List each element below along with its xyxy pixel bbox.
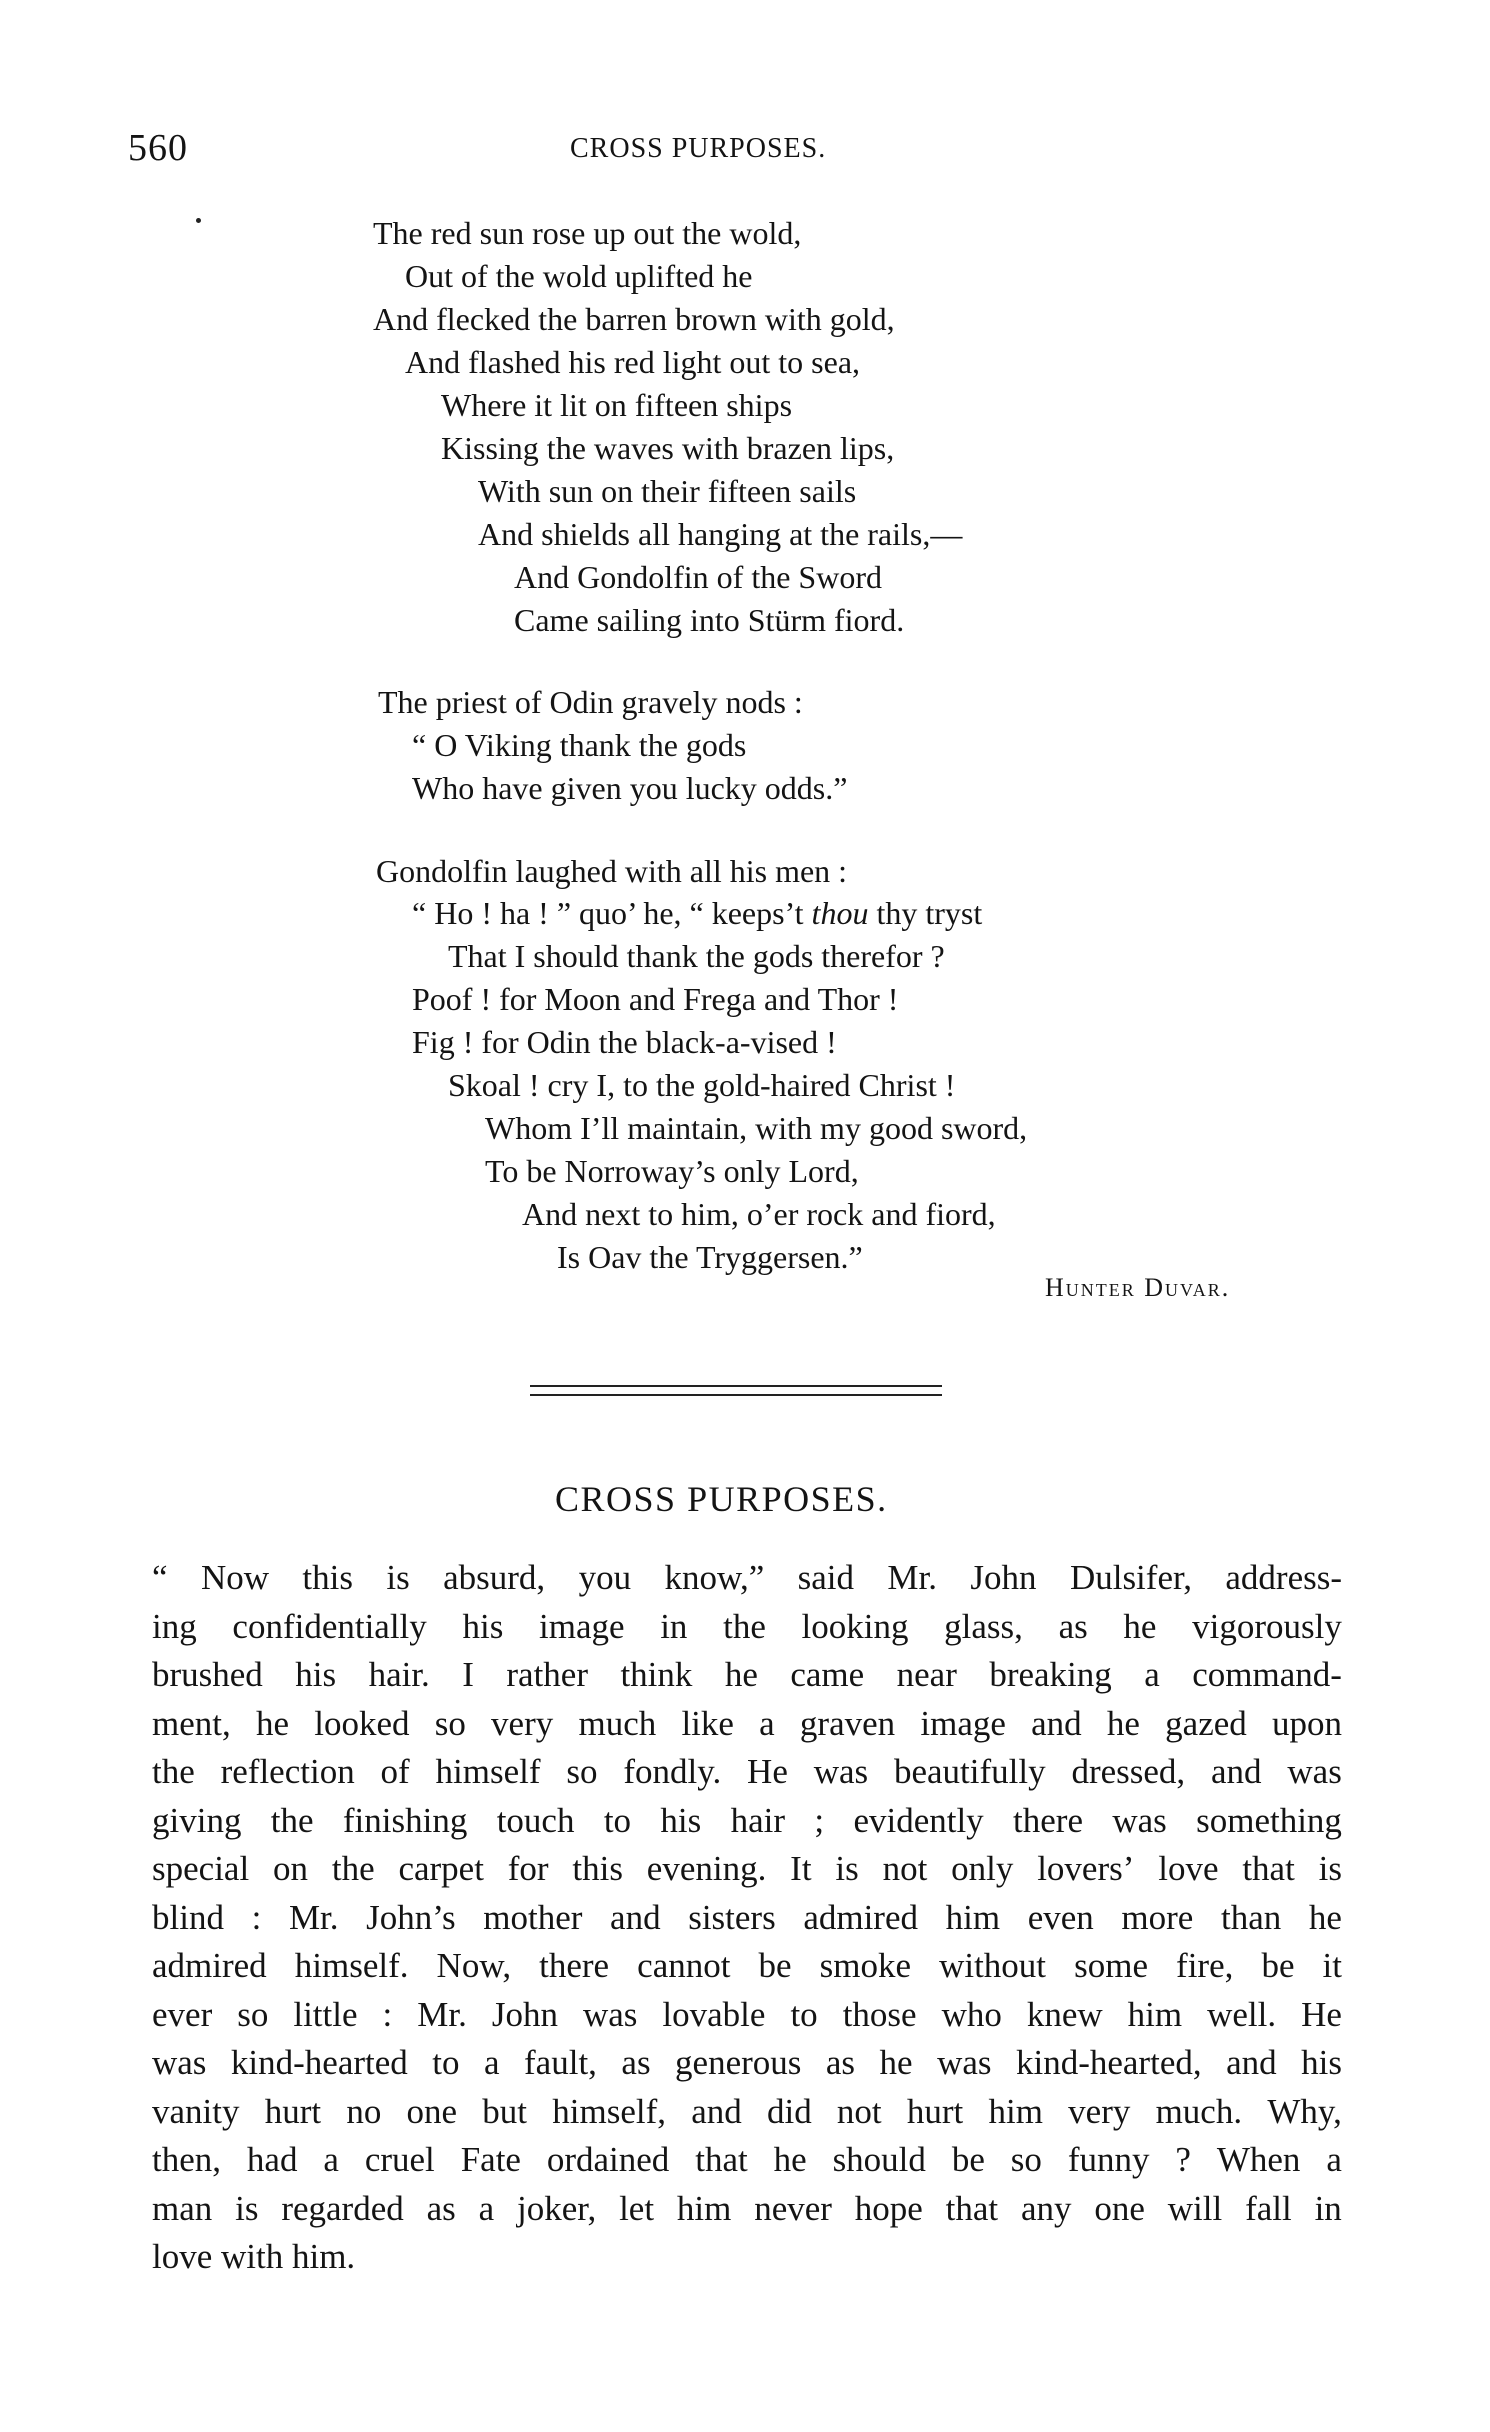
article-word: not <box>882 1849 928 1888</box>
article-word: Mr. <box>417 1995 467 2034</box>
article-word: the <box>152 1752 195 1791</box>
article-word: Mr. <box>288 1898 339 1937</box>
article-word: regarded <box>281 2189 404 2228</box>
poem-line-part: “ Ho ! ha ! ” quo’ he, “ keeps’t <box>412 895 812 931</box>
article-word: himself. <box>294 1946 409 1985</box>
article-word: his <box>462 1607 504 1646</box>
article-word: absurd, <box>443 1558 546 1597</box>
article-word: admired <box>803 1898 919 1937</box>
article-word: him <box>945 1898 1001 1937</box>
article-word: “ <box>152 1558 168 1597</box>
article-word: Now, <box>436 1946 512 1985</box>
poem-line <box>412 893 982 933</box>
article-word: his <box>660 1801 702 1840</box>
article-line <box>152 1607 1342 1647</box>
article-word: very <box>491 1704 554 1743</box>
running-head: CROSS PURPOSES. <box>570 133 827 164</box>
article-word: who <box>941 1995 1002 2034</box>
article-word: : <box>251 1898 262 1937</box>
poem-line: Skoal ! cry I, to the gold-haired Christ ! <box>448 1067 956 1103</box>
article-word: was <box>813 1752 869 1791</box>
article-word: knew <box>1026 1995 1103 2034</box>
article-word: giving <box>152 1801 242 1840</box>
article-word: the <box>270 1801 314 1840</box>
poem-line-part: thy tryst <box>868 895 983 931</box>
article-word: was <box>1287 1752 1342 1791</box>
article-word: a <box>1144 1655 1160 1694</box>
article-word: and <box>691 2092 742 2131</box>
article-word: on <box>273 1849 309 1888</box>
article-word: fire, <box>1176 1946 1234 1985</box>
article-word: be <box>1261 1946 1295 1985</box>
article-word: himself <box>435 1752 541 1791</box>
article-word: something <box>1196 1801 1342 1840</box>
article-line <box>152 2189 1342 2229</box>
article-word: in <box>1314 2189 1342 2228</box>
article-word: more <box>1121 1898 1194 1937</box>
article-word: John <box>491 1995 558 2034</box>
article-line <box>152 1849 1342 1889</box>
article-word: so <box>237 1995 269 2034</box>
article-word: will <box>1167 2189 1223 2228</box>
article-word: cannot <box>637 1946 731 1985</box>
article-word: ? <box>1175 2140 1191 2179</box>
article-word: was <box>1112 1801 1167 1840</box>
article-line <box>152 1898 1342 1938</box>
article-word: than <box>1220 1898 1282 1937</box>
article-word: brushed <box>152 1655 263 1694</box>
article-word: fondly. <box>623 1752 722 1791</box>
article-word: this <box>302 1558 353 1597</box>
article-line <box>152 2092 1342 2132</box>
article-line <box>152 1558 1342 1598</box>
article-word: know,” <box>664 1558 765 1597</box>
article-word: sisters <box>688 1898 776 1937</box>
article-word: he <box>1308 1898 1342 1937</box>
article-word: is <box>835 1849 859 1888</box>
section-divider-top <box>530 1385 942 1387</box>
article-word: said <box>797 1558 855 1597</box>
article-word: generous <box>675 2043 802 2082</box>
article-word: for <box>507 1849 549 1888</box>
article-word: be <box>951 2140 985 2179</box>
article-word: the <box>331 1849 375 1888</box>
article-word: admired <box>152 1946 267 1985</box>
article-word: a <box>484 2043 500 2082</box>
poem-line: “ O Viking thank the gods <box>412 727 747 763</box>
article-word: Why, <box>1267 2092 1342 2131</box>
article-word: but <box>482 2092 528 2131</box>
article-word: John’s <box>366 1898 456 1937</box>
poem-line: Out of the wold uplifted he <box>405 258 753 294</box>
poem-line: Kissing the waves with brazen lips, <box>441 430 895 466</box>
article-word: did <box>766 2092 812 2131</box>
article-word: hurt <box>264 2092 322 2131</box>
article-word: those <box>842 1995 917 2034</box>
article-word: vigorously <box>1192 1607 1342 1646</box>
article-word: that <box>1242 1849 1295 1888</box>
article-word: cruel <box>364 2140 435 2179</box>
article-word: of <box>380 1752 410 1791</box>
article-word: that <box>695 2140 748 2179</box>
article-word: Mr. <box>887 1558 938 1597</box>
article-word: touch <box>496 1801 575 1840</box>
article-word: one <box>406 2092 458 2131</box>
article-word: fault, <box>524 2043 597 2082</box>
article-word: When <box>1216 2140 1301 2179</box>
section-title: CROSS PURPOSES. <box>555 1479 888 1519</box>
article-word: lovers’ <box>1037 1849 1135 1888</box>
article-word: hope <box>854 2189 923 2228</box>
article-word: very <box>1068 2092 1131 2131</box>
article-word: there <box>539 1946 610 1985</box>
article-word: his <box>295 1655 337 1694</box>
poem-line: And shields all hanging at the rails,— <box>478 516 963 552</box>
article-word: hurt <box>906 2092 964 2131</box>
poem-line: And flashed his red light out to sea, <box>405 344 861 380</box>
article-word: there <box>1013 1801 1083 1840</box>
poem-line: Whom I’ll maintain, with my good sword, <box>485 1110 1028 1146</box>
article-word: he <box>773 2140 807 2179</box>
article-word: no <box>346 2092 382 2131</box>
article-word: was <box>582 1995 638 2034</box>
article-word: address- <box>1225 1558 1342 1597</box>
poem-line: And next to him, o’er rock and fiord, <box>522 1196 996 1232</box>
article-word: image <box>920 1704 1006 1743</box>
poem-line: Is Oav the Tryggersen.” <box>557 1239 863 1275</box>
article-word: lovable <box>662 1995 766 2034</box>
article-word: confidentially <box>232 1607 427 1646</box>
article-word: hair. <box>368 1655 430 1694</box>
article-word: dressed, <box>1071 1752 1186 1791</box>
article-word: the <box>723 1607 766 1646</box>
poem-line: Gondolfin laughed with all his men : <box>376 853 848 889</box>
article-word: looking <box>801 1607 909 1646</box>
article-word: hair <box>730 1801 786 1840</box>
article-word: He <box>747 1752 788 1791</box>
article-word: upon <box>1271 1704 1342 1743</box>
article-word: like <box>681 1704 734 1743</box>
article-word: as <box>621 2043 651 2082</box>
article-word: evidently <box>853 1801 984 1840</box>
article-word: not <box>836 2092 882 2131</box>
article-word: is <box>1318 1849 1342 1888</box>
article-word: his <box>1301 2043 1342 2082</box>
article-line <box>152 1752 1342 1792</box>
poem-author: Hunter Duvar. <box>1045 1273 1231 1302</box>
article-word: much <box>578 1704 657 1743</box>
poem-emphasis: thou <box>811 895 869 931</box>
poem-line: And flecked the barren brown with gold, <box>373 301 895 337</box>
poem-line: The red sun rose up out the wold, <box>373 215 802 251</box>
article-word: a <box>478 2189 495 2228</box>
article-word: one <box>1094 2189 1145 2228</box>
article-word: kind-hearted <box>230 2043 408 2082</box>
article-word: a <box>323 2140 339 2179</box>
article-word: ing <box>152 1607 197 1646</box>
article-word: was <box>152 2043 207 2082</box>
article-line <box>152 1704 1342 1744</box>
article-word: as <box>426 2189 456 2228</box>
article-word: kind-hearted, <box>1015 2043 1202 2082</box>
article-line <box>152 2043 1342 2083</box>
article-word: him <box>988 2092 1043 2131</box>
article-word: funny <box>1067 2140 1150 2179</box>
article-word: let <box>619 2189 655 2228</box>
article-word: so <box>434 1704 466 1743</box>
article-word: joker, <box>516 2189 597 2228</box>
article-word: then, <box>152 2140 222 2179</box>
article-word: finishing <box>342 1801 468 1840</box>
article-word: in <box>660 1607 688 1646</box>
article-word: and <box>610 1898 661 1937</box>
article-word: he <box>879 2043 913 2082</box>
article-word: is <box>386 1558 410 1597</box>
article-word: so <box>1010 2140 1042 2179</box>
article-line <box>152 1995 1342 2035</box>
article-word: should <box>832 2140 926 2179</box>
article-word: is <box>235 2189 259 2228</box>
article-word: love <box>1158 1849 1219 1888</box>
article-word: much. <box>1155 2092 1243 2131</box>
article-word: to <box>432 2043 460 2082</box>
poem-line: And Gondolfin of the Sword <box>514 559 882 595</box>
article-word: only <box>951 1849 1014 1888</box>
article-word: near <box>896 1655 957 1694</box>
article-word: be <box>758 1946 792 1985</box>
article-word: and <box>1211 1752 1262 1791</box>
article-word: man <box>152 2189 213 2228</box>
article-line: love with him. <box>152 2237 356 2276</box>
article-word: He <box>1301 1995 1342 2034</box>
article-word: well. <box>1207 1995 1277 2034</box>
poem-line: Poof ! for Moon and Frega and Thor ! <box>412 981 899 1017</box>
poem-line: Fig ! for Odin the black-a-vised ! <box>412 1024 837 1060</box>
article-word: John <box>970 1558 1037 1597</box>
article-word: him <box>1127 1995 1183 2034</box>
article-word: to <box>790 1995 818 2034</box>
article-line <box>152 2140 1342 2180</box>
article-word: It <box>790 1849 812 1888</box>
article-word: as <box>1058 1607 1088 1646</box>
article-word: evening. <box>646 1849 767 1888</box>
page-number: 560 <box>128 127 188 169</box>
poem-line: To be Norroway’s only Lord, <box>485 1153 859 1189</box>
article-line <box>152 1655 1342 1695</box>
poem-line: The priest of Odin gravely nods : <box>378 684 803 720</box>
article-word: he <box>1123 1607 1157 1646</box>
article-word: command- <box>1192 1655 1342 1694</box>
article-word: breaking <box>989 1655 1112 1694</box>
poem-line: That I should thank the gods therefor ? <box>448 938 945 974</box>
poem-line: Who have given you lucky odds.” <box>412 770 848 806</box>
article-word: him <box>676 2189 732 2228</box>
article-word: came <box>790 1655 865 1694</box>
article-word: as <box>825 2043 856 2082</box>
article-word: he <box>724 1655 758 1694</box>
article-word: mother <box>483 1898 583 1937</box>
article-word: rather <box>506 1655 588 1694</box>
poem-line: Came sailing into Stürm fiord. <box>514 602 905 638</box>
article-word: and <box>1226 2043 1277 2082</box>
article-word: graven <box>799 1704 896 1743</box>
article-word: gazed <box>1165 1704 1247 1743</box>
article-word: had <box>246 2140 298 2179</box>
article-word: it <box>1322 1946 1342 1985</box>
article-word: that <box>945 2189 999 2228</box>
article-word: vanity <box>152 2092 240 2131</box>
article-word: you <box>578 1558 632 1597</box>
article-word: so <box>566 1752 598 1791</box>
article-word: himself, <box>552 2092 666 2131</box>
poem-line: Where it lit on fifteen ships <box>441 387 793 423</box>
article-word: Fate <box>460 2140 521 2179</box>
article-word: ever <box>152 1995 213 2034</box>
article-word: Dulsifer, <box>1069 1558 1192 1597</box>
article-word: blind <box>152 1898 224 1937</box>
article-word: little <box>293 1995 358 2034</box>
article-word: ; <box>814 1801 825 1840</box>
section-divider-bottom <box>530 1394 942 1396</box>
article-word: he <box>255 1704 289 1743</box>
article-line <box>152 1801 1342 1841</box>
article-word: I <box>462 1655 474 1694</box>
article-line <box>152 1946 1342 1986</box>
article-word: even <box>1027 1898 1094 1937</box>
article-word: without <box>939 1946 1047 1985</box>
article-word: never <box>754 2189 832 2228</box>
article-word: and <box>1031 1704 1082 1743</box>
article-word: image <box>539 1607 625 1646</box>
article-word: think <box>620 1655 693 1694</box>
poem-line: With sun on their fifteen sails <box>478 473 857 509</box>
article-word: some <box>1074 1946 1148 1985</box>
article-word: reflection <box>220 1752 355 1791</box>
article-word: this <box>572 1849 623 1888</box>
article-word: fall <box>1245 2189 1292 2228</box>
article-word: glass, <box>944 1607 1023 1646</box>
article-word: he <box>1106 1704 1140 1743</box>
article-word: Now <box>200 1558 269 1597</box>
article-word: ment, <box>152 1704 231 1743</box>
article-word: to <box>603 1801 632 1840</box>
article-word: ordained <box>546 2140 670 2179</box>
article-word: looked <box>314 1704 410 1743</box>
article-word: any <box>1021 2189 1072 2228</box>
article-word: special <box>152 1849 250 1888</box>
article-word: a <box>1326 2140 1342 2179</box>
article-word: : <box>382 1995 393 2034</box>
article-word: carpet <box>398 1849 484 1888</box>
article-word: smoke <box>819 1946 912 1985</box>
ink-speck <box>196 218 201 223</box>
article-word: a <box>759 1704 775 1743</box>
article-word: was <box>937 2043 992 2082</box>
article-word: beautifully <box>893 1752 1046 1791</box>
